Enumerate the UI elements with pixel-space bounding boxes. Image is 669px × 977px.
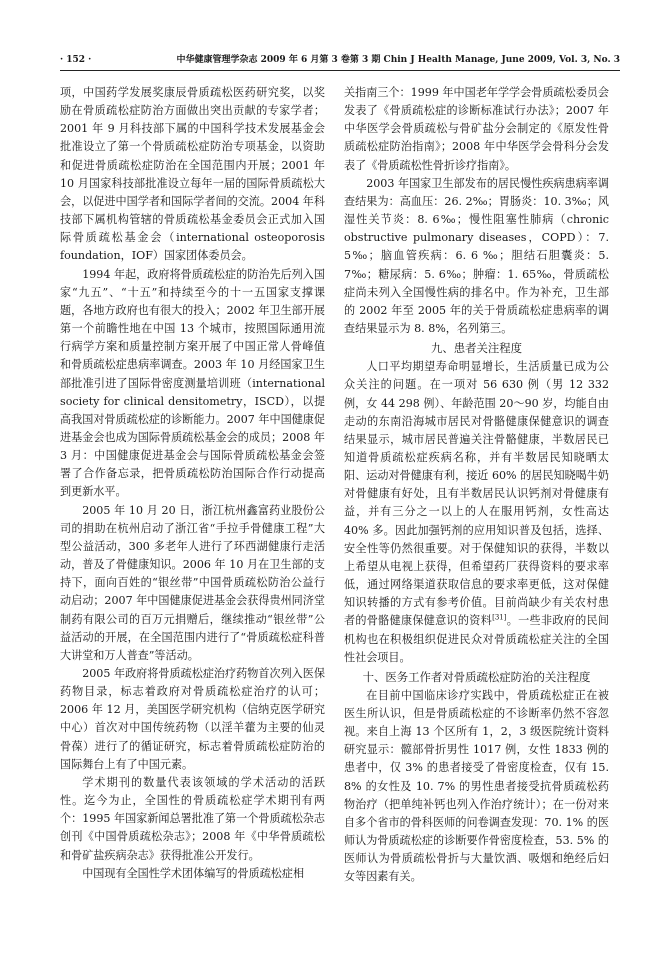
citation-reference: [31] (492, 613, 507, 622)
paragraph-text: 中国现有全国性学术团体编写的骨质疏松症相 (82, 866, 305, 880)
paragraph-text: 2005 年政府将骨质疏松症治疗药物首次列入医保药物目录，标志着政府对骨质疏松症治疗的认可；2006 年 12 月，美国医学研究机构（信纳克医学研究中心）首次对中国传统药物（以淫羊藿为主要的仙灵骨葆）进行了的循证研究，标志着骨质疏松症防治的国际舞台上有了中国元素。 (60, 667, 325, 771)
paragraph-text: 人口平均期望寿命明显增长，生活质量已成为公众关注的问题。在一项对 56 630 例（男 12 332 例，女 44 298 例）、年龄范围 20～90 岁，均能自由走动的东南沿海城市居民对骨骼健康保健意识的调查结果显示，城市居民普遍关注骨骼健康，半数居民已知道骨质疏松症疾病名称，并有半数居民知晓晒太阳、运动对骨健康有利，接近 60% 的居民知晓喝牛奶对骨健康有好处，且有半数居民认识钙剂对骨健康有益，并有三分之一以上的人在服用钙剂，女性高达 40% 多。因此加强钙剂的应用知识普及包括，选择、安全性等仍然很重要。对于保健知识的获得，半数以上希望从电视上获得，但希望药厂获得资料的要求率低，通过网络渠道获取信息的要求率更低，这对保健知识转播的方式有参考价值。目前尚缺少有关农村患者的骨骼健康保健意识的资料 (344, 360, 609, 628)
paragraph-text: 项，中国药学发展奖康辰骨质疏松医药研究奖，以奖励在骨质疏松症防治方面做出突出贡献的专家学者；2001 年 9 月科技部下属的中国科学技术发展基金会批准设立了第一个骨质疏松症防治专项基金，以资助和促进骨质疏松症防治在全国范围内开展；2001 年 10 月国家科技部批准设立每年一届的国际骨质疏松大会，以促进中国学者和国际学者间的交流。2004 年科技部下属机构管辖的骨质疏松基金委员会正式加入国际骨质疏松基金会（international osteoporosis foundation，IOF）国家团体委员会。 (60, 86, 325, 263)
paragraph-text: 1994 年起，政府将骨质疏松症的防治先后列入国家“九五”、“十五”和持续至今的十一五国家支撑课题，各地方政府也有很大的投入；2002 年卫生部开展第一个前瞻性地在中国 13 个城市，按照国际通用流行病学方案和质量控制方案开展了中国正常人骨峰值和骨质疏松症患病率调查。2003 年 10 月经国家卫生部批准引进了国际骨密度测量培训班（international society for clinical densitometry，ISCD），以提高我国对骨质疏松症的诊断能力。2007 年中国健康促进基金会也成为国际骨质疏松基金会的成员；2008 年 3 月：中国健康促进基金会与国际骨质疏松基金会签署了合作备忘录，把骨质疏松防治国际合作行动提高到更新水平。 (60, 267, 325, 499)
paragraph-text: 学术期刊的数量代表该领域的学术活动的活跃性。迄今为止，全国性的骨质疏松症学术期刊有两个：1995 年国家新闻总署批准了第一个骨质疏松杂志创刊《中国骨质疏松杂志》；2008 年《中华骨质疏松和骨矿盐疾病杂志》获得批准公开发行。 (60, 775, 325, 862)
paragraph (60, 502, 325, 665)
paragraph-text: 2003 年国家卫生部发布的居民慢性疾病患病率调查结果为：高血压：26. 2‰；胃肠炎：10. 3‰；风湿性关节炎：8. 6‰；慢性阻塞性肺病（chronic obstructive pulmonary diseases，COPD）：7. 5‰；脑血管疾病：6. 6 ‰；胆结石胆囊炎：5. 7‰；糖尿病：5. 6‰；肿瘤：1. 65‰，骨质疏松症尚未列入全国慢性病的排名中。作为补充，卫生部的 2002 年至 2005 年的关于骨质疏松症患病率的调查结果显示为 8. 8%，名列第三。 (344, 176, 609, 336)
journal-citation: 中华健康管理学杂志 2009 年 6 月第 3 卷第 3 期 Chin J Health Manage, June 2009, Vol. 3, No. 3 (176, 55, 620, 65)
running-header (60, 52, 620, 71)
paragraph (60, 865, 325, 883)
paragraph (344, 84, 609, 175)
section-heading (344, 667, 609, 687)
paragraph (60, 665, 325, 774)
paragraph-text: 九、患者关注程度 (430, 341, 523, 356)
paragraph (60, 774, 325, 865)
paragraph-text-continued: 。一些非政府的民间机构也在积极组织促进民众对骨质疏松症关注的全国性社会项目。 (344, 614, 609, 664)
paragraph (344, 358, 609, 667)
paragraph (60, 84, 325, 266)
paragraph (60, 266, 325, 502)
paragraph-text: 2005 年 10 月 20 日，浙江杭州鑫富药业股份公司的捐助在杭州启动了浙江省“手拉手骨健康工程”大型公益活动，300 多老年人进行了环西湖健康行走活动，普及了骨健康知识。2006 年 10 月在卫生部的支持下，面向百姓的“银丝带”中国骨质疏松防治公益行动启动；2007 年中国健康促进基金会获得贵州同济堂制药有限公司的百万元捐赠后，继续推动“银丝带”公益活动的开展，在全国范围内进行了“骨质疏松症科普大讲堂和万人普查”等活动。 (60, 503, 325, 662)
section-heading (344, 338, 609, 358)
paragraph (344, 175, 609, 338)
paragraph-text: 关指南三个：1999 年中国老年学学会骨质疏松委员会发表了《骨质疏松症的诊断标准试行办法》；2007 年中华医学会骨质疏松与骨矿盐分会制定的《原发性骨质疏松症防治指南》；2008 年中华医学会骨科分会发表了《骨质疏松性骨折诊疗指南》。 (344, 86, 609, 172)
paragraph-text: 十、医务工作者对骨质疏松症防治的关注程度 (362, 669, 591, 684)
right-column (344, 84, 609, 887)
left-column (60, 84, 325, 883)
page-number: · 152 · (60, 55, 92, 65)
paragraph-text: 在目前中国临床诊疗实践中，骨质疏松症正在被医生所认识，但是骨质疏松症的不诊断率仍然不容忽视。来自上海 13 个区所有 1，2，3 级医院统计资料研究显示：髋部骨折男性 1017 例，女性 1833 例的患者中，仅 3% 的患者接受了骨密度检查，仅有 15. 8% 的女性及 10. 7% 的男性患者接受抗骨质疏松药物治疗（把单纯补钙也列入作治疗统计）；在一份对来自多个省市的骨科医师的问卷调查发现：70. 1% 的医师认为骨质疏松症的诊断要作骨密度检查，53. 5% 的医师认为骨质疏松骨折与大量饮酒、吸烟和绝经后妇女等因素有关。 (344, 688, 609, 884)
paragraph (344, 687, 609, 887)
